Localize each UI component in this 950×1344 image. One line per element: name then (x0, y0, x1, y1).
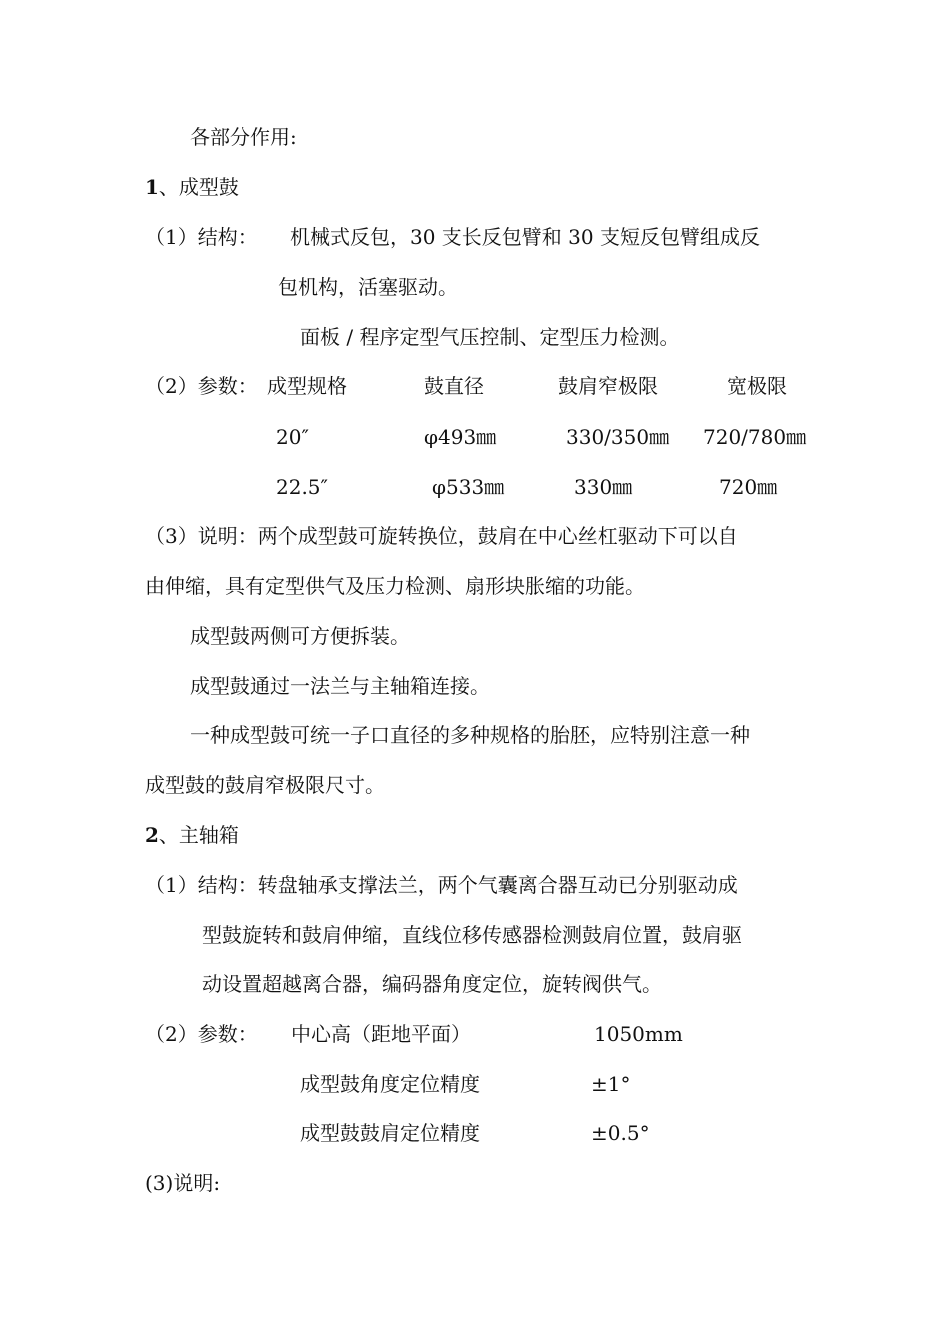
section1-desc-line3: 成型鼓两侧可方便拆装。 (190, 624, 410, 648)
params-row1-wide-limit: 720/780㎜ (703, 425, 807, 449)
params-row2-narrow-limit: 330㎜ (574, 475, 633, 499)
section1-heading-number: 1 (145, 175, 159, 199)
section1-desc-line2: 由伸缩，具有定型供气及压力检测、扇形块胀缩的功能。 (145, 574, 645, 598)
section2-heading-text: 、主轴箱 (158, 823, 239, 847)
params-header-narrow-limit: 鼓肩窄极限 (558, 374, 658, 398)
params-row1-size: 20″ (276, 425, 309, 449)
section2-param-name-angle-precision: 成型鼓角度定位精度 (300, 1072, 480, 1096)
section2-heading-number: 2 (145, 823, 159, 847)
intro-text: 各部分作用: (190, 125, 297, 149)
section1-desc-line6: 成型鼓的鼓肩窄极限尺寸。 (145, 773, 385, 797)
params-header-wide-limit: 宽极限 (727, 374, 787, 398)
section1-structure-label: （1）结构： (145, 225, 258, 249)
section2-params-label: （2）参数： (145, 1022, 258, 1046)
section2-heading (145, 820, 239, 850)
section2-structure-line3: 动设置超越离合器，编码器角度定位，旋转阀供气。 (202, 972, 662, 996)
params-header-size: 成型规格 (267, 374, 347, 398)
section2-param-value-center-height: 1050mm (594, 1022, 683, 1046)
section2-param-value-shoulder-precision: ±0.5° (591, 1121, 650, 1145)
params-row1-diameter: φ493㎜ (424, 425, 497, 449)
params-row2-wide-limit: 720㎜ (719, 475, 778, 499)
section1-desc-line1: （3）说明：两个成型鼓可旋转换位，鼓肩在中心丝杠驱动下可以自 (145, 524, 738, 548)
section1-params-label: （2）参数： (145, 374, 258, 398)
section1-structure-line3: 面板 / 程序定型气压控制、定型压力检测。 (300, 325, 680, 349)
section1-heading (145, 172, 239, 202)
section1-desc-line5: 一种成型鼓可统一子口直径的多种规格的胎胚，应特别注意一种 (190, 723, 750, 747)
section1-structure-line2: 包机构，活塞驱动。 (278, 275, 458, 299)
section1-desc-line4: 成型鼓通过一法兰与主轴箱连接。 (190, 674, 490, 698)
section2-structure-line2: 型鼓旋转和鼓肩伸缩，直线位移传感器检测鼓肩位置，鼓肩驱 (202, 923, 742, 947)
params-row2-diameter: φ533㎜ (432, 475, 505, 499)
params-header-diameter: 鼓直径 (424, 374, 484, 398)
params-row2-size: 22.5″ (276, 475, 329, 499)
section2-param-value-angle-precision: ±1° (591, 1072, 631, 1096)
params-row1-narrow-limit: 330/350㎜ (566, 425, 670, 449)
section2-structure-line1: （1）结构：转盘轴承支撑法兰，两个气囊离合器互动已分别驱动成 (145, 873, 738, 897)
section1-structure-line1: 机械式反包，30 支长反包臂和 30 支短反包臂组成反 (290, 225, 760, 249)
section2-param-name-shoulder-precision: 成型鼓鼓肩定位精度 (300, 1121, 480, 1145)
section2-desc-label: (3)说明: (145, 1171, 221, 1195)
section2-param-name-center-height: 中心高（距地平面） (291, 1022, 471, 1046)
section1-heading-text: 、成型鼓 (158, 175, 239, 199)
